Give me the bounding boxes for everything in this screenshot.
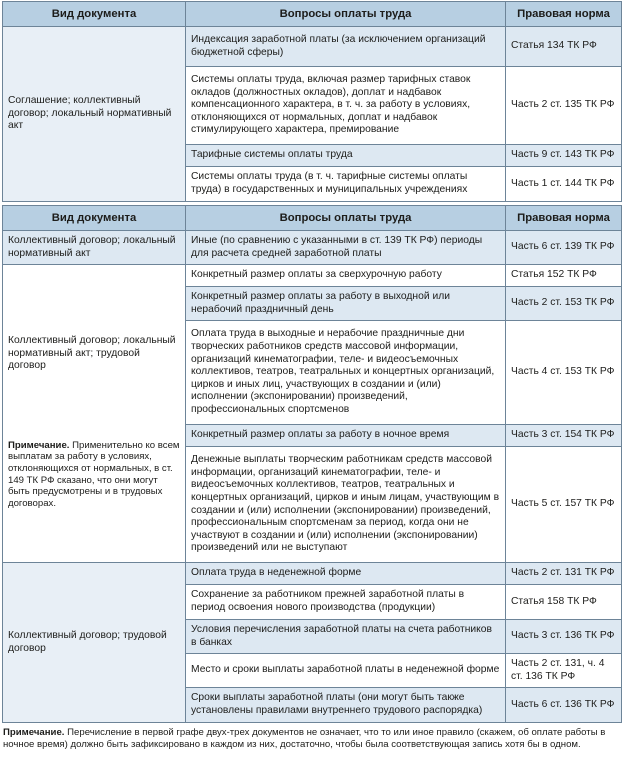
question-cell: Конкретный размер оплаты за сверхурочную работу <box>186 265 506 287</box>
question-cell: Место и сроки выплаты заработной платы в неденежной форме <box>186 654 506 688</box>
question-cell: Оплата труда в неденежной форме <box>186 563 506 585</box>
question-cell: Денежные выплаты творческим работникам средств массовой информации, организаций кинематографии, теле- и видеосъемочных коллективов, театров, театральных и концертных организаций, цирков и иным лицам, участвующим в создании и (или) исполнении (экспонировании) произведений, профессиональным спортсменам за период, когда они не участвуют в создании и (или) исполнении (экспонировании) произведений или не выступают <box>186 447 506 563</box>
question-cell: Системы оплаты труда (в т. ч. тарифные системы оплаты труда) в государственных и муниципальных учреждениях <box>186 167 506 202</box>
note-label: Примечание. <box>8 439 70 451</box>
norm-cell: Часть 3 ст. 154 ТК РФ <box>506 425 622 447</box>
norm-cell: Часть 1 ст. 144 ТК РФ <box>506 167 622 202</box>
question-cell: Тарифные системы оплаты труда <box>186 145 506 167</box>
doc-type-cell <box>3 265 186 563</box>
doc-type-cell: Коллективный договор; трудовой договор <box>3 563 186 723</box>
question-cell: Конкретный размер оплаты за работу в выходной или нерабочий праздничный день <box>186 287 506 321</box>
norm-cell: Часть 9 ст. 143 ТК РФ <box>506 145 622 167</box>
question-cell: Конкретный размер оплаты за работу в ночное время <box>186 425 506 447</box>
payment-table-1 <box>2 1 622 202</box>
header-legal-norm: Правовая норма <box>506 2 622 27</box>
footnote-text: Перечисление в первой графе двух-трех документов не означает, что то или иное правило (скажем, об оплате работы в ночное время) должно быть зафиксировано в каждом из них, достаточно, чтобы была соответствующая запись хотя бы в одном. <box>3 727 606 750</box>
header-legal-norm: Правовая норма <box>506 206 622 231</box>
question-cell: Сроки выплаты заработной платы (они могут быть также установлены правилами внутреннего трудового распорядка) <box>186 688 506 723</box>
footnote <box>2 727 621 750</box>
norm-cell: Часть 5 ст. 157 ТК РФ <box>506 447 622 563</box>
norm-cell: Статья 134 ТК РФ <box>506 27 622 67</box>
question-cell: Оплата труда в выходные и нерабочие праздничные дни творческих работников средств массовой информации, организаций кинематографии, теле- и видеосъемочных коллективов, театров, театральных и концертных организаций, цирков и иных лиц, участвующих в создании и (или) исполнении (экспонировании) произведений, профессиональных спортсменов <box>186 321 506 425</box>
norm-cell: Часть 2 ст. 131 ТК РФ <box>506 563 622 585</box>
table-row <box>3 265 622 287</box>
table-row <box>3 27 622 67</box>
table-header-row <box>3 2 622 27</box>
norm-cell: Статья 158 ТК РФ <box>506 585 622 620</box>
footnote-label: Примечание. <box>3 727 65 738</box>
table-header-row <box>3 206 622 231</box>
header-questions: Вопросы оплаты труда <box>186 206 506 231</box>
norm-cell: Часть 2 ст. 135 ТК РФ <box>506 67 622 145</box>
note-text: Применительно ко всем выплатам за работу в условиях, отклоняющихся от нормальных, в ст. 149 ТК РФ сказано, что они могут быть предусмотрены и в трудовых договорах. <box>8 439 180 509</box>
norm-cell: Часть 6 ст. 136 ТК РФ <box>506 688 622 723</box>
header-doc-type: Вид документа <box>3 2 186 27</box>
question-cell: Сохранение за работником прежней заработной платы в период освоения нового производства (продукции) <box>186 585 506 620</box>
payment-table-2 <box>2 205 622 723</box>
question-cell: Иные (по сравнению с указанными в ст. 139 ТК РФ) периоды для расчета средней заработной платы <box>186 231 506 265</box>
norm-cell: Часть 2 ст. 131, ч. 4 ст. 136 ТК РФ <box>506 654 622 688</box>
question-cell: Системы оплаты труда, включая размер тарифных ставок окладов (должностных окладов), доплат и надбавок компенсационного характера, в т. ч. за работу в условиях, отклоняющихся от нормальных, доплат и надбавок стимулирующего характера, премирование <box>186 67 506 145</box>
norm-cell: Статья 152 ТК РФ <box>506 265 622 287</box>
doc-type-cell: Коллективный договор; локальный нормативный акт <box>3 231 186 265</box>
document <box>2 1 621 750</box>
norm-cell: Часть 2 ст. 153 ТК РФ <box>506 287 622 321</box>
doc-type-text: Коллективный договор; локальный нормативный акт; трудовой договор <box>8 335 176 372</box>
question-cell: Индексация заработной платы (за исключением организаций бюджетной сферы) <box>186 27 506 67</box>
table-row <box>3 231 622 265</box>
question-cell: Условия перечисления заработной платы на счета работников в банках <box>186 620 506 654</box>
table-row <box>3 563 622 585</box>
norm-cell: Часть 3 ст. 136 ТК РФ <box>506 620 622 654</box>
norm-cell: Часть 4 ст. 153 ТК РФ <box>506 321 622 425</box>
doc-type-cell: Соглашение; коллективный договор; локальный нормативный акт <box>3 27 186 202</box>
header-doc-type: Вид документа <box>3 206 186 231</box>
header-questions: Вопросы оплаты труда <box>186 2 506 27</box>
note-block <box>8 440 180 510</box>
norm-cell: Часть 6 ст. 139 ТК РФ <box>506 231 622 265</box>
